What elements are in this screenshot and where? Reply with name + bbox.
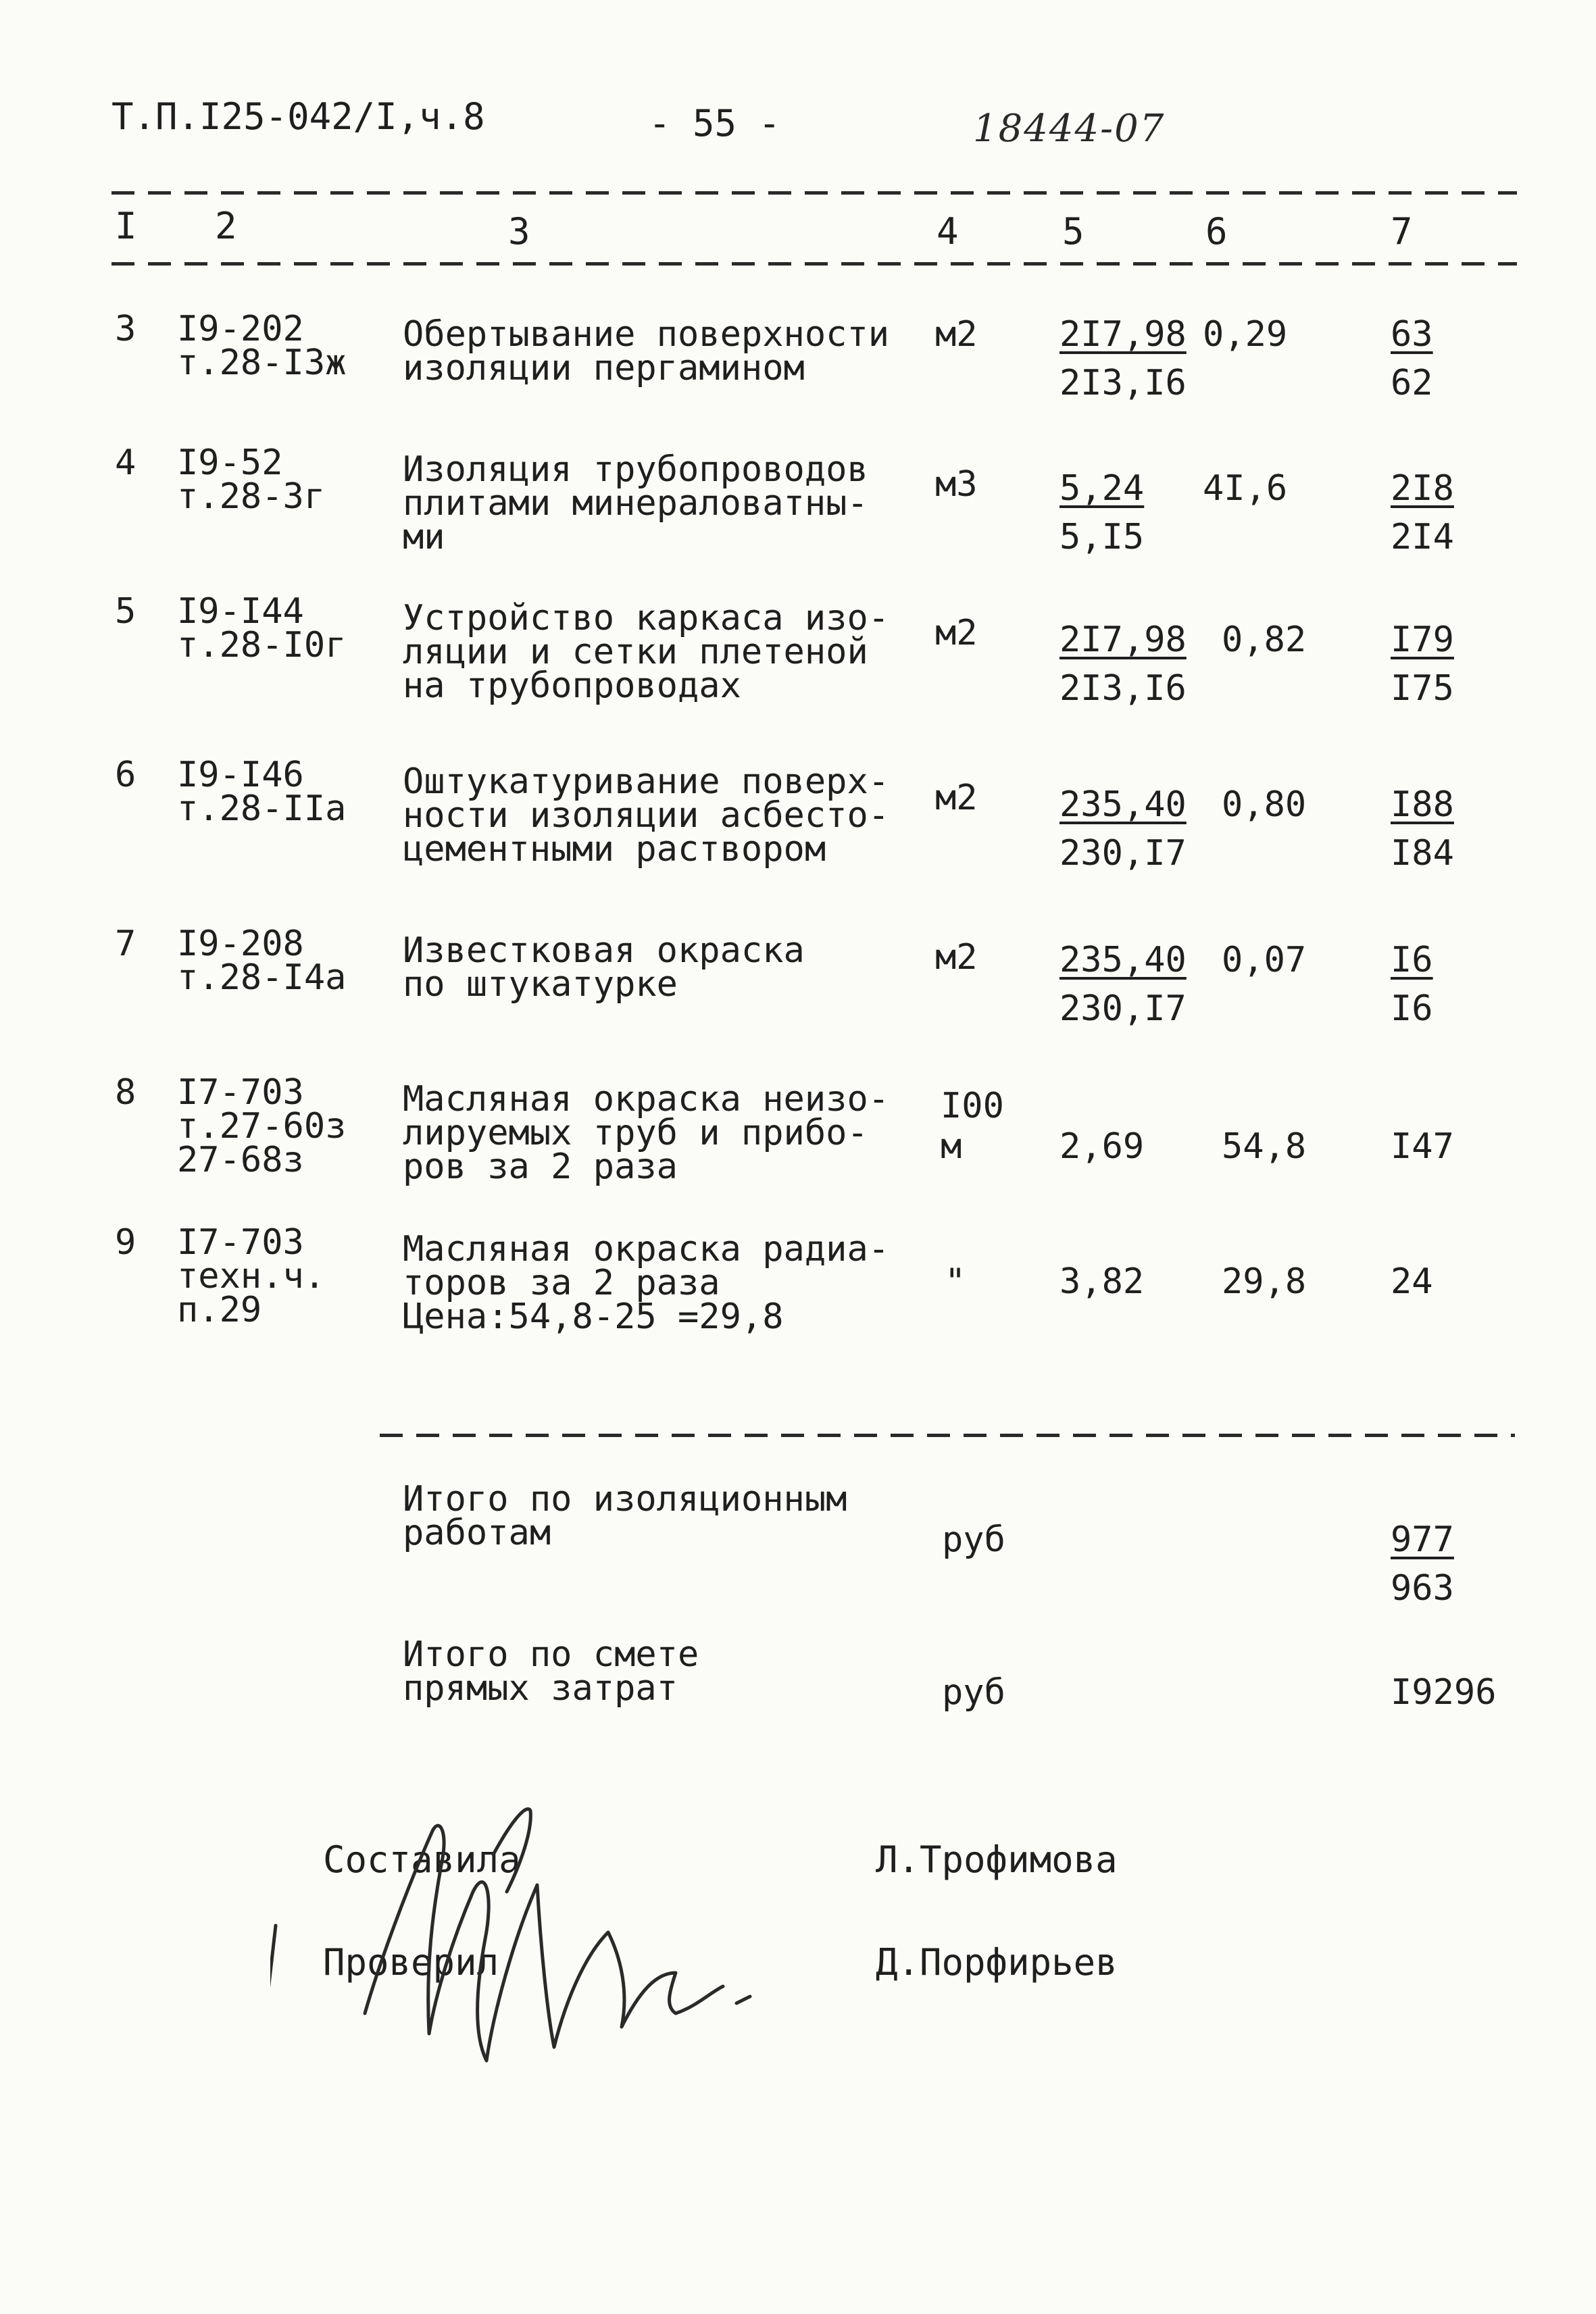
handwritten-signature xyxy=(270,1790,865,2074)
row-price: 4I,6 xyxy=(1203,468,1288,509)
total-label: Итого по смете прямых затрат xyxy=(403,1634,699,1709)
row-code: I7-703 т.27-60з 27-68з xyxy=(177,1072,347,1180)
col-header-2: 2 xyxy=(215,205,237,247)
row-quantity: 235,40 230,I7 xyxy=(1059,784,1187,874)
row-quantity: 2,69 xyxy=(1059,1126,1145,1167)
total-value: 977 963 xyxy=(1391,1519,1454,1609)
row-description: Устройство каркаса изо- ляции и сетки плетеной на трубопроводах xyxy=(403,598,890,706)
row-number: 5 xyxy=(115,591,136,632)
totals-rule xyxy=(380,1434,1515,1437)
compiled-by-name: Л.Трофимова xyxy=(876,1838,1118,1881)
header-rule-top xyxy=(111,191,1517,195)
row-unit: м2 xyxy=(935,778,978,818)
row-description: Масляная окраска неизо- лируемых труб и прибо- ров за 2 раза xyxy=(403,1079,890,1187)
row-number: 3 xyxy=(115,309,136,349)
row-unit: I00 м xyxy=(941,1086,1004,1167)
row-number: 6 xyxy=(115,755,136,795)
row-unit: м3 xyxy=(935,464,978,505)
row-price: 29,8 xyxy=(1222,1261,1307,1302)
header-rule-bottom xyxy=(111,262,1517,266)
row-price: 0,07 xyxy=(1222,940,1307,980)
row-code: I9-208 т.28-I4а xyxy=(177,924,347,998)
col-header-1: I xyxy=(115,205,137,247)
row-code: I7-703 техн.ч. п.29 xyxy=(177,1222,326,1330)
row-code: I9-202 т.28-I3ж xyxy=(177,309,347,383)
row-total: 24 xyxy=(1391,1261,1433,1302)
page-number: - 55 - xyxy=(649,102,781,145)
row-number: 9 xyxy=(115,1222,136,1263)
total-label: Итого по изоляционным работам xyxy=(403,1479,847,1553)
row-price: 0,29 xyxy=(1203,314,1288,355)
row-code: I9-I46 т.28-IIa xyxy=(177,755,347,829)
row-number: 8 xyxy=(115,1072,136,1113)
row-quantity: 2I7,98 2I3,I6 xyxy=(1059,314,1187,403)
row-total: I88 I84 xyxy=(1391,784,1454,874)
compiled-by-label: Составила xyxy=(323,1838,521,1881)
row-code: I9-I44 т.28-I0г xyxy=(177,591,347,665)
total-value: I9296 xyxy=(1391,1672,1497,1713)
total-unit: руб xyxy=(942,1672,1005,1713)
handwritten-number: 18444-07 xyxy=(973,107,1166,151)
row-unit: " xyxy=(945,1261,966,1302)
row-quantity: 5,24 5,I5 xyxy=(1059,468,1145,557)
checked-by-label: Проверил xyxy=(323,1941,499,1984)
row-code: I9-52 т.28-3г xyxy=(177,443,326,517)
total-unit: руб xyxy=(942,1519,1005,1560)
row-total: I79 I75 xyxy=(1391,620,1454,709)
row-description: Известковая окраска по штукатурке xyxy=(403,930,805,1005)
row-price: 0,82 xyxy=(1222,620,1307,660)
row-quantity: 3,82 xyxy=(1059,1261,1145,1302)
row-price: 54,8 xyxy=(1222,1126,1307,1167)
col-header-3: 3 xyxy=(508,210,530,253)
row-total: I6 I6 xyxy=(1391,940,1433,1029)
row-total: I47 xyxy=(1391,1126,1454,1167)
row-number: 4 xyxy=(115,443,136,483)
row-quantity: 2I7,98 2I3,I6 xyxy=(1059,620,1187,709)
col-header-4: 4 xyxy=(937,210,959,253)
row-quantity: 235,40 230,I7 xyxy=(1059,940,1187,1029)
row-number: 7 xyxy=(115,924,136,964)
row-total: 63 62 xyxy=(1391,314,1433,403)
row-description: Оштукатуривание поверх- ности изоляции асбесто- цементными раствором xyxy=(403,761,890,870)
row-price: 0,80 xyxy=(1222,784,1307,825)
document-code: Т.П.I25-042/I,ч.8 xyxy=(111,95,485,138)
row-unit: м2 xyxy=(935,613,978,653)
row-description: Обертывание поверхности изоляции пергамином xyxy=(403,314,890,388)
row-total: 2I8 2I4 xyxy=(1391,468,1454,557)
col-header-5: 5 xyxy=(1062,210,1084,253)
row-description: Изоляция трубопроводов плитами минераловатны- ми xyxy=(403,449,868,557)
row-description: Масляная окраска радиа- торов за 2 раза Цена:54,8-25 =29,8 xyxy=(403,1229,890,1337)
col-header-7: 7 xyxy=(1391,210,1413,253)
col-header-6: 6 xyxy=(1205,210,1228,253)
row-unit: м2 xyxy=(935,314,978,355)
checked-by-name: Д.Порфирьев xyxy=(876,1941,1118,1984)
row-unit: м2 xyxy=(935,937,978,978)
